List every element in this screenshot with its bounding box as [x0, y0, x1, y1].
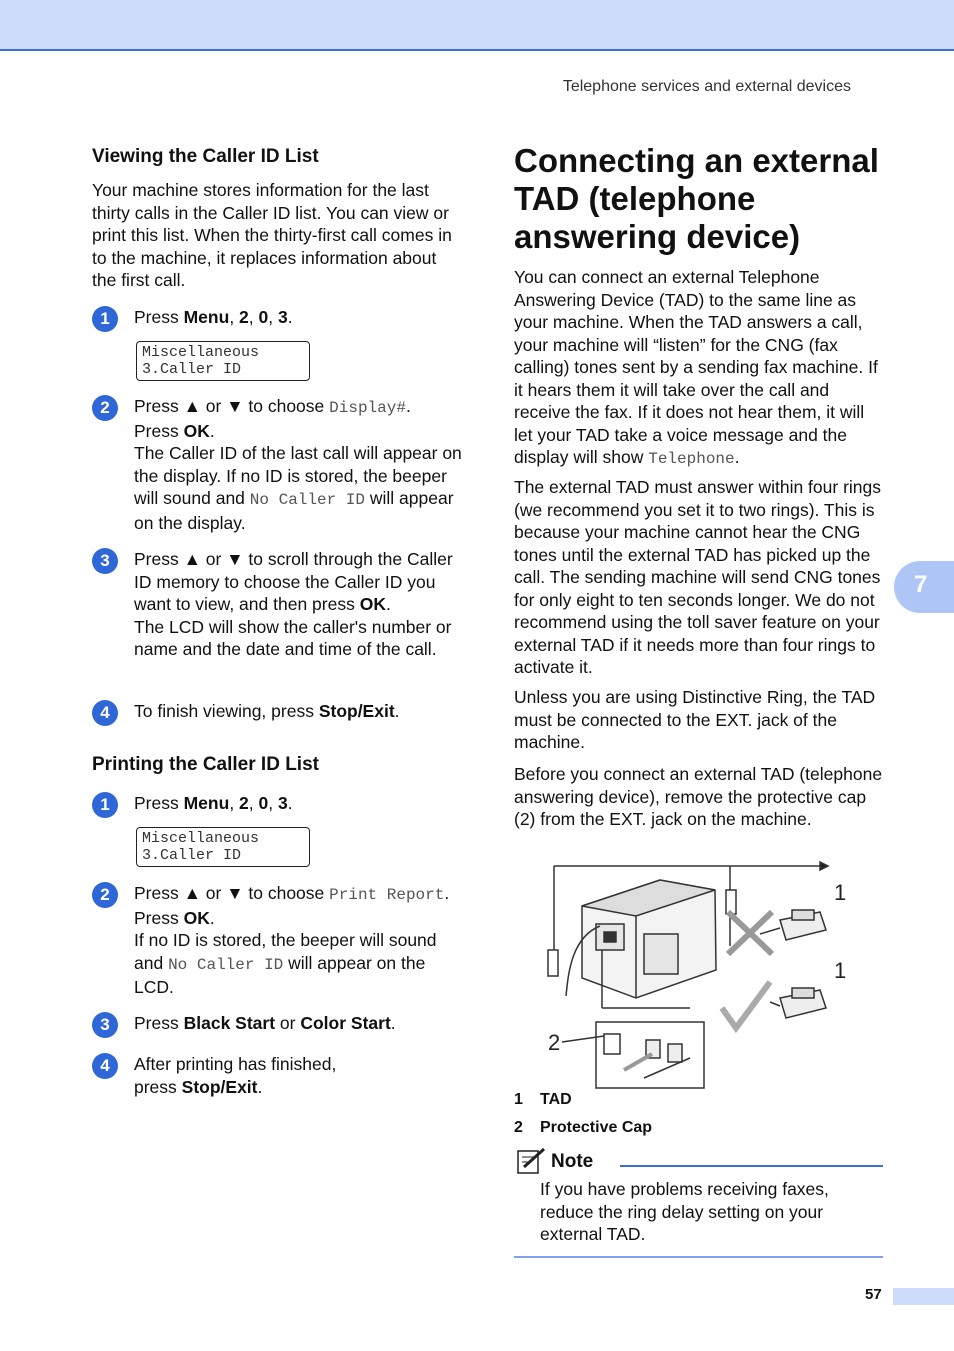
tad-paragraph-4: Before you connect an external TAD (telephone answering device), remove the protective cap (2) from the EXT. jack on the machine. [514, 764, 883, 829]
viewing-intro: Your machine stores information for the last thirty calls in the Caller ID list. You can view or print this list. When the thirty-first call comes in to the machine, it replaces information about the first call. [92, 180, 452, 290]
viewing-heading: Viewing the Caller ID List [92, 146, 319, 167]
chapter-tab [894, 561, 954, 613]
tad-connection-diagram [540, 858, 860, 1094]
cap-label: 2 [548, 1030, 561, 1055]
tad-label-1: 1 [834, 880, 847, 905]
step-number-4: 4 [92, 1053, 118, 1079]
step-text: Press ▲ or ▼ to choose Print Report. Press OK. If no ID is stored, the beeper will sound and No Caller ID will appear on the LCD. [134, 883, 450, 997]
lcd-line-1: Miscellaneous [142, 830, 260, 847]
step-text: Press Menu, 2, 0, 3. [134, 307, 293, 327]
tad-device-icon [780, 988, 826, 1018]
note-bottom-rule [514, 1256, 883, 1258]
lcd-display [136, 341, 310, 381]
step-text: After printing has finished, press Stop/Exit. [134, 1054, 337, 1097]
page-number-bar [893, 1288, 954, 1305]
lcd-display [136, 827, 310, 867]
step-number-4: 4 [92, 700, 118, 726]
legend-item: 2 Protective Cap [514, 1119, 653, 1136]
lcd-line-2: 3.Caller ID [142, 361, 242, 378]
step-number-1: 1 [92, 306, 118, 332]
printing-heading: Printing the Caller ID List [92, 754, 319, 775]
tad-paragraph-3: Unless you are using Distinctive Ring, the TAD must be connected to the EXT. jack of the machine. [514, 687, 876, 752]
legend-item: 1 TAD [514, 1091, 572, 1108]
lcd-line-1: Miscellaneous [142, 344, 260, 361]
running-header: Telephone services and external devices [562, 78, 851, 95]
step-number-1: 1 [92, 792, 118, 818]
step-text: Press Menu, 2, 0, 3. [134, 793, 293, 813]
header-bar [0, 0, 954, 51]
note-divider [620, 1165, 883, 1167]
page-number: 57 [865, 1286, 882, 1303]
note-pencil-icon [516, 1147, 548, 1175]
chapter-number: 7 [914, 571, 928, 598]
section-title: Connecting an external TAD (telephone answering device) [514, 142, 879, 255]
fax-machine-icon [566, 880, 716, 998]
step-number-2: 2 [92, 395, 118, 421]
lcd-line-2: 3.Caller ID [142, 847, 242, 864]
tad-paragraph-2: The external TAD must answer within four rings (we recommend you set it to two rings). This is because your machine cannot hear the CNG tones until the external TAD has picked up the call. The sending machine will send CNG tones for only eight to ten seconds longer. We do not recommend using the toll saver feature on your external TAD if it needs more than four rings to activate it. [514, 477, 881, 677]
note-header [514, 1147, 884, 1177]
tad-label-2: 1 [834, 958, 847, 983]
step-text: To finish viewing, press Stop/Exit. [134, 701, 400, 721]
note-title: Note [551, 1151, 594, 1172]
note-text: If you have problems receiving faxes, reduce the ring delay setting on your external TAD. [540, 1179, 829, 1244]
tad-paragraph-1: You can connect an external Telephone Answering Device (TAD) to the same line as your machine. When the TAD answers a call, your machine will “listen” for the CNG (fax calling) tones sent by a sending fax machine. If it hears them it will take over the call and receive the fax. If it does not hear them, it will let your TAD take a voice message and the display will show Telephone. [514, 267, 878, 468]
step-number-3: 3 [92, 1012, 118, 1038]
step-text: Press ▲ or ▼ to choose Display#. Press OK. The Caller ID of the last call will appear on the display. If no ID is stored, the beeper will sound and No Caller ID will appear on the display. [134, 396, 462, 533]
step-number-2: 2 [92, 882, 118, 908]
tad-device-icon [780, 910, 826, 940]
step-text: Press Black Start or Color Start. [134, 1013, 396, 1033]
step-text: Press ▲ or ▼ to scroll through the Caller ID memory to choose the Caller ID you want to view, and then press OK. The LCD will show the caller's number or name and the date and time of the call. [134, 549, 453, 659]
step-number-3: 3 [92, 548, 118, 574]
